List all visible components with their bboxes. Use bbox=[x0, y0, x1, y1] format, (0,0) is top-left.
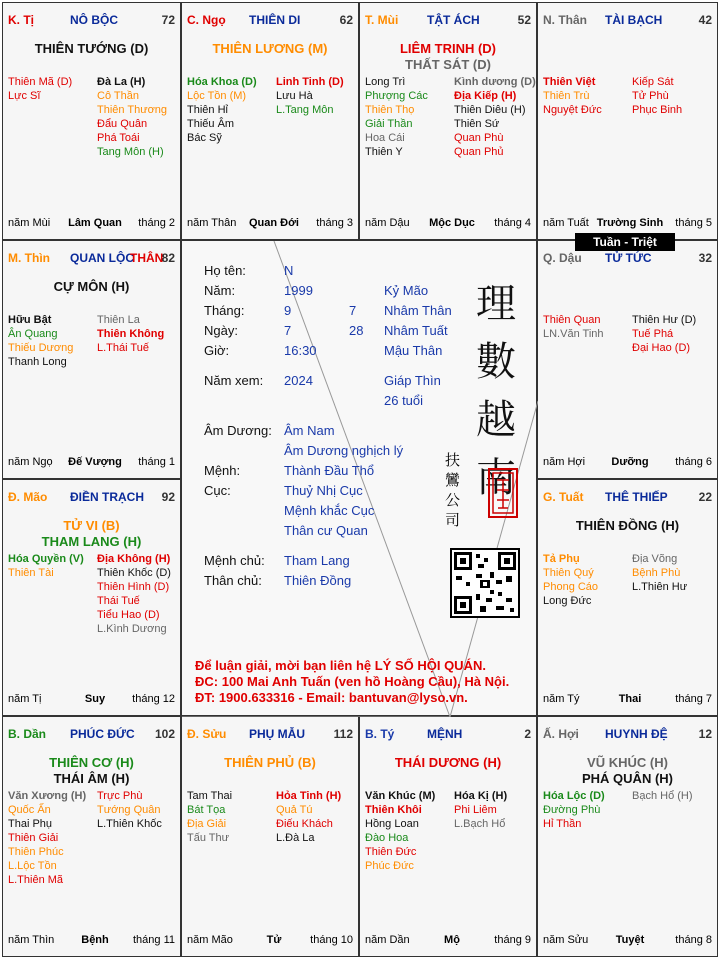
minor-stars-right bbox=[97, 789, 162, 831]
minor-star: Địa Giải bbox=[187, 818, 227, 830]
main-stars bbox=[3, 518, 180, 550]
main-stars bbox=[360, 41, 536, 73]
minor-star: Đại Hao (D) bbox=[632, 342, 691, 354]
minor-star: Phi Liêm bbox=[454, 804, 497, 816]
age-value: 26 tuổi bbox=[384, 393, 424, 408]
palace-stage: Suy bbox=[84, 693, 106, 705]
palace-name: HUYNH ĐỆ bbox=[605, 727, 668, 741]
minor-star: Trực Phù bbox=[97, 790, 143, 802]
palace-footer bbox=[187, 217, 353, 231]
minor-star: Tang Môn (H) bbox=[97, 146, 164, 158]
minor-star: Địa Võng bbox=[632, 553, 678, 565]
palace-name: ĐIỀN TRẠCH bbox=[70, 490, 144, 504]
minor-star: Thiên Trù bbox=[543, 90, 590, 102]
palace-cell-tyy[interactable] bbox=[359, 716, 537, 957]
minor-star: Phúc Đức bbox=[365, 860, 414, 872]
palace-month: tháng 3 bbox=[316, 217, 353, 229]
main-stars bbox=[538, 755, 717, 787]
minor-star: L.Thiên Mã bbox=[8, 874, 64, 886]
minor-star: Thiên Hỉ bbox=[187, 104, 228, 116]
main-star: LIÊM TRINH (D) bbox=[399, 41, 497, 56]
minor-stars-left bbox=[8, 313, 73, 369]
palace-stage: Tuyệt bbox=[615, 934, 645, 946]
minor-star: Giải Thần bbox=[365, 118, 413, 130]
minor-stars-left bbox=[543, 313, 604, 341]
minor-star: Thiên Thương bbox=[97, 104, 168, 116]
palace-number: 22 bbox=[698, 490, 712, 504]
palace-cell-tuat[interactable] bbox=[537, 479, 718, 716]
minor-stars-right bbox=[276, 75, 344, 117]
palace-cell-mui[interactable] bbox=[359, 2, 537, 240]
palace-branch: Đ. Sửu bbox=[187, 727, 227, 741]
minor-star: Tử Phù bbox=[632, 90, 669, 102]
minor-star: Kiếp Sát bbox=[632, 76, 674, 88]
palace-branch: B. Tý bbox=[365, 727, 395, 741]
minor-star: Đào Hoa bbox=[365, 832, 409, 844]
palace-year: năm Mùi bbox=[8, 217, 51, 229]
minor-stars-left bbox=[365, 789, 435, 873]
palace-footer bbox=[365, 217, 531, 231]
palace-cell-thin[interactable] bbox=[2, 240, 181, 479]
palace-header bbox=[365, 13, 531, 27]
minor-star: Tuế Phá bbox=[632, 328, 674, 340]
main-stars bbox=[3, 41, 180, 57]
palace-cell-suu[interactable] bbox=[181, 716, 359, 957]
palace-footer bbox=[543, 217, 712, 231]
main-star: CỰ MÔN (H) bbox=[53, 279, 130, 294]
minor-star: Đẩu Quân bbox=[97, 118, 148, 130]
contact-line-2: ĐC: 100 Mai Anh Tuấn (ven hồ Hoàng Cầu), Hà Nội. bbox=[195, 674, 510, 689]
calligraphy-text: 理 數 越 南 bbox=[476, 281, 516, 501]
palace-footer bbox=[187, 934, 353, 948]
palace-footer bbox=[8, 934, 175, 948]
palace-number: 2 bbox=[524, 727, 531, 741]
palace-year: năm Tị bbox=[8, 693, 42, 705]
palace-name: PHÚC ĐỨC bbox=[70, 727, 135, 741]
palace-month: tháng 2 bbox=[138, 217, 175, 229]
palace-branch: N. Thân bbox=[543, 13, 587, 27]
minor-star: L.Bạch Hổ bbox=[454, 818, 506, 830]
view-year-value: 2024 bbox=[284, 373, 313, 388]
minor-star: Thiên Quan bbox=[543, 314, 601, 326]
main-stars bbox=[182, 755, 358, 771]
minor-star: Thiên Tài bbox=[8, 567, 54, 579]
amduong-value: Âm Nam bbox=[284, 423, 335, 438]
minor-star: Quan Phù bbox=[454, 132, 504, 144]
minor-star: Hoa Cái bbox=[365, 132, 405, 144]
minor-star: Thiên Giải bbox=[8, 832, 59, 844]
palace-name: MỆNH bbox=[427, 727, 463, 741]
palace-month: tháng 1 bbox=[138, 456, 175, 468]
palace-header bbox=[8, 490, 175, 504]
minor-star: Thai Phụ bbox=[8, 818, 53, 830]
company-calligraphy: 扶 鸞 公 司 bbox=[445, 451, 461, 529]
palace-month: tháng 5 bbox=[675, 217, 712, 229]
palace-cell-mao[interactable] bbox=[2, 479, 181, 716]
minor-star: L.Kình Dương bbox=[97, 623, 167, 635]
minor-stars-left bbox=[8, 552, 84, 580]
minor-star: L.Tang Môn bbox=[276, 104, 334, 116]
palace-number: 112 bbox=[333, 727, 353, 741]
minor-star: Quả Tú bbox=[276, 804, 313, 816]
thanchu-label: Thân chủ: bbox=[204, 573, 262, 588]
palace-stage: Tử bbox=[266, 934, 282, 946]
hour-value: 16:30 bbox=[284, 343, 317, 358]
main-stars bbox=[360, 755, 536, 771]
menh-label: Mệnh: bbox=[204, 463, 241, 478]
minor-star: Thiên Quý bbox=[543, 567, 594, 579]
minor-star: Văn Xương (H) bbox=[8, 790, 87, 802]
palace-header bbox=[365, 727, 531, 741]
minor-star: LN.Văn Tinh bbox=[543, 328, 604, 340]
palace-month: tháng 10 bbox=[310, 934, 353, 946]
year-value: 1999 bbox=[284, 283, 313, 298]
minor-stars-left bbox=[187, 75, 257, 145]
cuc-label: Cục: bbox=[204, 483, 231, 498]
main-star: THIÊN ĐỒNG (H) bbox=[575, 518, 680, 533]
minor-star: Thiên Sứ bbox=[454, 118, 500, 130]
minor-star: Long Đức bbox=[543, 595, 592, 607]
palace-name: TỬ TỨC bbox=[605, 251, 652, 265]
minor-star: Kình dương (D) bbox=[454, 76, 536, 88]
seal-icon bbox=[490, 470, 516, 516]
main-stars bbox=[3, 279, 180, 295]
minor-star: Thiên Hình (D) bbox=[97, 581, 170, 593]
palace-header bbox=[8, 251, 175, 265]
main-stars bbox=[182, 41, 358, 57]
palace-header bbox=[187, 727, 353, 741]
hour-label: Giờ: bbox=[204, 343, 230, 358]
qr-code-icon[interactable] bbox=[450, 548, 520, 618]
thanchu-value: Thiên Đồng bbox=[284, 573, 352, 588]
main-star: TỬ VI (B) bbox=[63, 518, 120, 533]
palace-header bbox=[543, 251, 712, 265]
palace-footer bbox=[8, 693, 175, 707]
minor-star: Thái Tuế bbox=[97, 595, 140, 607]
main-star: THÁI ÂM (H) bbox=[53, 771, 130, 786]
minor-star: Hóa Kị (H) bbox=[454, 790, 508, 802]
palace-header bbox=[8, 727, 175, 741]
minor-star: Thiên Y bbox=[365, 146, 403, 158]
minor-star: Thanh Long bbox=[8, 356, 67, 368]
minor-stars-right bbox=[632, 789, 693, 803]
palace-header bbox=[8, 13, 175, 27]
minor-stars-right bbox=[276, 789, 341, 845]
amduong-label: Âm Dương: bbox=[204, 423, 272, 438]
cuc-value: Thuỷ Nhị Cục bbox=[284, 483, 363, 498]
minor-stars-left bbox=[187, 789, 232, 845]
palace-year: năm Dậu bbox=[365, 217, 410, 229]
red-seal-stamp bbox=[488, 468, 518, 518]
palace-cell-ngo[interactable] bbox=[181, 2, 359, 240]
palace-number: 62 bbox=[339, 13, 353, 27]
palace-branch: M. Thìn bbox=[8, 251, 50, 265]
main-star: THIÊN LƯƠNG (M) bbox=[212, 41, 328, 56]
main-star: VŨ KHÚC (H) bbox=[587, 755, 668, 770]
month-label: Tháng: bbox=[204, 303, 245, 318]
minor-star: Hỉ Thần bbox=[543, 818, 582, 830]
minor-star: Phục Binh bbox=[632, 104, 683, 116]
month-canchi: Nhâm Thân bbox=[384, 303, 452, 318]
minor-star: Lộc Tồn (M) bbox=[187, 90, 247, 102]
palace-header bbox=[543, 490, 712, 504]
palace-header bbox=[187, 13, 353, 27]
than-marker: THÂN bbox=[130, 251, 164, 265]
palace-number: 72 bbox=[161, 13, 175, 27]
than-position: Thân cư Quan bbox=[284, 523, 368, 538]
main-star: THIÊN PHỦ (B) bbox=[224, 755, 316, 770]
minor-stars-left bbox=[365, 75, 428, 159]
minor-stars-left bbox=[8, 75, 72, 103]
minor-star: Điếu Khách bbox=[276, 818, 333, 830]
minor-star: Thiên Không bbox=[97, 328, 165, 340]
palace-name: TẬT ÁCH bbox=[427, 13, 480, 27]
cuc-relation: Mệnh khắc Cục bbox=[284, 503, 375, 518]
minor-star: Tướng Quân bbox=[97, 804, 161, 816]
palace-branch: G. Tuất bbox=[543, 490, 584, 504]
minor-star: Thiên La bbox=[97, 314, 140, 326]
palace-month: tháng 4 bbox=[494, 217, 531, 229]
amduong-note: Âm Dương nghịch lý bbox=[284, 443, 404, 458]
minor-star: Ân Quang bbox=[8, 328, 58, 340]
minor-star: Thiếu Âm bbox=[187, 118, 235, 130]
minor-star: Thiên Diêu (H) bbox=[454, 104, 526, 116]
minor-star: Quốc Ấn bbox=[8, 804, 51, 816]
minor-star: Văn Khúc (M) bbox=[365, 790, 436, 802]
palace-branch: Q. Dậu bbox=[543, 251, 582, 265]
palace-name: QUAN LỘC bbox=[70, 251, 134, 265]
palace-name: PHỤ MẪU bbox=[249, 727, 305, 741]
minor-star: Thiên Khôi bbox=[365, 804, 422, 816]
minor-star: Bát Tọa bbox=[187, 804, 226, 816]
palace-year: năm Thân bbox=[187, 217, 237, 229]
minor-stars-left bbox=[543, 789, 605, 831]
minor-star: Thiếu Dương bbox=[8, 342, 74, 354]
palace-stage: Thai bbox=[618, 693, 642, 705]
contact-line-3: ĐT: 1900.633316 - Email: bantuvan@lyso.vn. bbox=[195, 690, 468, 705]
minor-star: Phong Cáo bbox=[543, 581, 599, 593]
palace-year: năm Dần bbox=[365, 934, 410, 946]
minor-stars-right bbox=[97, 75, 167, 159]
palace-number: 52 bbox=[517, 13, 531, 27]
name-value: N bbox=[284, 263, 294, 278]
year-canchi: Kỷ Mão bbox=[384, 283, 429, 298]
palace-month: tháng 11 bbox=[132, 934, 175, 946]
minor-star: Cô Thần bbox=[97, 90, 139, 102]
minor-star: Linh Tinh (D) bbox=[276, 76, 344, 88]
menh-value: Thành Đầu Thổ bbox=[284, 463, 375, 478]
palace-footer bbox=[8, 456, 175, 470]
main-stars bbox=[3, 755, 180, 787]
year-label: Năm: bbox=[204, 283, 236, 298]
palace-footer bbox=[543, 934, 712, 948]
view-year-label: Năm xem: bbox=[204, 373, 264, 388]
palace-stage: Mộ bbox=[444, 934, 460, 946]
minor-stars-right bbox=[454, 75, 536, 159]
minor-stars-right bbox=[454, 789, 507, 831]
hour-canchi: Mậu Thân bbox=[384, 343, 443, 358]
palace-number: 42 bbox=[698, 13, 712, 27]
minor-star: Đường Phù bbox=[543, 804, 601, 816]
minor-stars-right bbox=[97, 552, 171, 636]
palace-footer bbox=[543, 693, 712, 707]
minor-star: Địa Kiếp (H) bbox=[454, 90, 517, 102]
minor-star: Lưu Hà bbox=[276, 90, 313, 102]
day-lunar: 28 bbox=[349, 323, 364, 338]
minor-star: Bác Sỹ bbox=[187, 132, 222, 144]
minor-star: Long Trì bbox=[365, 76, 406, 88]
minor-star: Địa Không (H) bbox=[97, 553, 171, 565]
palace-month: tháng 7 bbox=[675, 693, 712, 705]
palace-month: tháng 8 bbox=[675, 934, 712, 946]
minor-star: Thiên Phúc bbox=[8, 846, 64, 858]
main-star: THAM LANG (H) bbox=[41, 534, 142, 549]
minor-star: Đà La (H) bbox=[97, 76, 146, 88]
main-star: THIÊN TƯỚNG (D) bbox=[34, 41, 149, 56]
minor-star: Tấu Thư bbox=[187, 832, 230, 844]
palace-stage: Dưỡng bbox=[611, 456, 649, 468]
minor-stars-left bbox=[543, 552, 598, 608]
minor-star: L.Lộc Tồn bbox=[8, 860, 57, 872]
palace-month: tháng 9 bbox=[494, 934, 531, 946]
view-year-canchi: Giáp Thìn bbox=[384, 373, 441, 388]
palace-branch: B. Dần bbox=[8, 727, 47, 741]
minor-star: Hóa Khoa (D) bbox=[187, 76, 257, 88]
minor-star: Thiên Hư (D) bbox=[632, 314, 697, 326]
palace-stage: Quan Đới bbox=[249, 217, 299, 229]
palace-cell-dan[interactable] bbox=[2, 716, 181, 957]
palace-stage: Mộc Dục bbox=[429, 217, 475, 229]
main-star: THẤT SÁT (D) bbox=[405, 57, 491, 72]
minor-star: Hỏa Tinh (H) bbox=[276, 790, 342, 802]
palace-number: 102 bbox=[154, 727, 175, 741]
palace-header bbox=[543, 727, 712, 741]
day-solar: 7 bbox=[284, 323, 292, 338]
palace-stage: Trường Sinh bbox=[596, 217, 664, 229]
month-solar: 9 bbox=[284, 303, 292, 318]
minor-stars-right bbox=[632, 75, 682, 117]
minor-star: Nguyệt Đức bbox=[543, 104, 602, 116]
menhchu-label: Mệnh chủ: bbox=[204, 553, 265, 568]
minor-star: Bạch Hổ (H) bbox=[632, 790, 693, 802]
main-star: THÁI DƯƠNG (H) bbox=[394, 755, 502, 770]
palace-number: 92 bbox=[161, 490, 175, 504]
palace-cell-hoi[interactable] bbox=[537, 716, 718, 957]
minor-star: Lực Sĩ bbox=[8, 90, 41, 102]
main-star: PHÁ QUÂN (H) bbox=[582, 771, 673, 786]
minor-star: Thiên Khốc (D) bbox=[97, 567, 171, 579]
minor-star: Hóa Lộc (D) bbox=[543, 790, 605, 802]
minor-star: Hóa Quyền (V) bbox=[8, 553, 84, 565]
minor-star: L.Đà La bbox=[276, 832, 315, 844]
palace-year: năm Sửu bbox=[543, 934, 589, 946]
palace-stage: Đế Vượng bbox=[68, 456, 122, 468]
main-star: THIÊN CƠ (H) bbox=[49, 755, 134, 770]
minor-star: L.Thiên Khốc bbox=[97, 818, 162, 830]
palace-number: 32 bbox=[698, 251, 712, 265]
palace-year: năm Tý bbox=[543, 693, 580, 705]
palace-stage: Lâm Quan bbox=[68, 217, 122, 229]
minor-star: Phượng Các bbox=[365, 90, 428, 102]
tuan-triet-badge: Tuần - Triệt bbox=[575, 233, 675, 251]
palace-branch: T. Mùi bbox=[365, 13, 399, 27]
minor-star: Tam Thai bbox=[187, 790, 233, 802]
minor-star: Thiên Đức bbox=[365, 846, 417, 858]
month-lunar: 7 bbox=[349, 303, 357, 318]
palace-cell-dau[interactable] bbox=[537, 240, 718, 479]
palace-month: tháng 6 bbox=[675, 456, 712, 468]
contact-line-1: Để luận giải, mời bạn liên hệ LÝ SỐ HỘI QUÁN. bbox=[195, 658, 486, 673]
palace-month: tháng 12 bbox=[132, 693, 175, 705]
palace-cell-than[interactable] bbox=[537, 2, 718, 240]
minor-star: Thiên Việt bbox=[543, 76, 596, 88]
minor-star: Thiên Mã (D) bbox=[8, 76, 73, 88]
palace-stage: Bệnh bbox=[81, 934, 109, 946]
palace-name: THÊ THIẾP bbox=[605, 490, 668, 504]
palace-number: 82 bbox=[161, 251, 175, 265]
palace-number: 12 bbox=[698, 727, 712, 741]
name-label: Họ tên: bbox=[204, 263, 246, 278]
minor-star: Hồng Loan bbox=[365, 818, 419, 830]
minor-star: Tiểu Hao (D) bbox=[97, 609, 160, 621]
palace-branch: C. Ngọ bbox=[187, 13, 226, 27]
contact-info bbox=[195, 658, 509, 706]
minor-star: L.Thái Tuế bbox=[97, 342, 149, 354]
minor-stars-left bbox=[543, 75, 602, 117]
palace-footer bbox=[365, 934, 531, 948]
minor-star: Hữu Bật bbox=[8, 314, 52, 326]
palace-name: THIÊN DI bbox=[249, 13, 301, 27]
minor-stars-right bbox=[632, 313, 696, 355]
minor-star: Thiên Thọ bbox=[365, 104, 415, 116]
palace-branch: Đ. Mão bbox=[8, 490, 48, 504]
minor-star: Quan Phủ bbox=[454, 146, 504, 158]
day-label: Ngày: bbox=[204, 323, 238, 338]
palace-year: năm Hợi bbox=[543, 456, 586, 468]
main-stars bbox=[538, 518, 717, 534]
minor-stars-left bbox=[8, 789, 86, 887]
palace-year: năm Thìn bbox=[8, 934, 55, 946]
minor-star: L.Thiên Hư bbox=[632, 581, 688, 593]
minor-stars-right bbox=[632, 552, 687, 594]
palace-header bbox=[543, 13, 712, 27]
day-canchi: Nhâm Tuất bbox=[384, 323, 448, 338]
minor-stars-right bbox=[97, 313, 164, 355]
menhchu-value: Tham Lang bbox=[284, 553, 350, 568]
minor-star: Tả Phụ bbox=[543, 553, 580, 565]
palace-name: TÀI BẠCH bbox=[605, 13, 663, 27]
palace-footer bbox=[8, 217, 175, 231]
palace-name: NÔ BỘC bbox=[70, 13, 118, 27]
palace-branch: K. Tị bbox=[8, 13, 34, 27]
palace-year: năm Ngọ bbox=[8, 456, 53, 468]
palace-footer bbox=[543, 456, 712, 470]
minor-star: Phá Toái bbox=[97, 132, 140, 144]
palace-year: năm Mão bbox=[187, 934, 233, 946]
minor-star: Bệnh Phù bbox=[632, 567, 681, 579]
palace-cell-ty[interactable] bbox=[2, 2, 181, 240]
palace-year: năm Tuất bbox=[543, 217, 589, 229]
palace-branch: Ấ. Hợi bbox=[543, 727, 579, 741]
